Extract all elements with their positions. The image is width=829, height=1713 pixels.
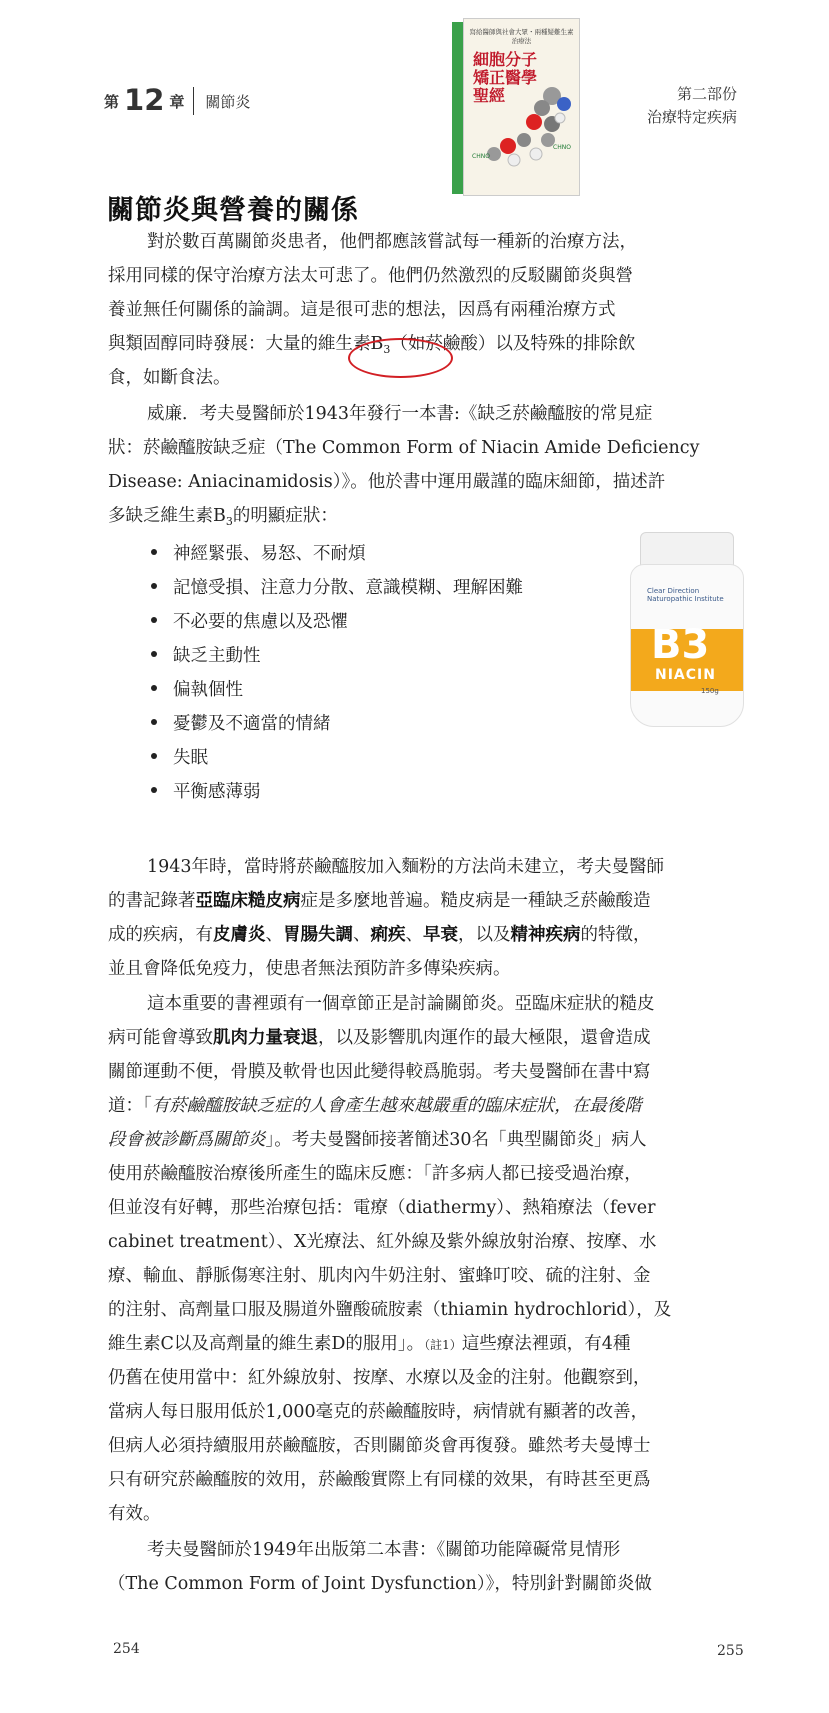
chapter-divider	[193, 87, 194, 115]
p3-line3-g: 、	[405, 925, 423, 945]
p1-line4-sub: 3	[383, 343, 391, 356]
book-cover	[463, 18, 580, 196]
book-subtitle: 寫給醫師與社會大眾・兩種疑難生素治療法	[469, 28, 574, 45]
page-number-right: 255	[717, 1643, 744, 1659]
p2-line2: 狀：菸鹼醯胺缺乏症（The Common Form of Niacin Amide Deficiency	[108, 438, 700, 458]
symptom-list	[151, 535, 523, 807]
p4-line4-b: 有菸鹼醯胺缺乏症的人會產生越來越嚴重的臨床症狀，在最後階	[151, 1096, 642, 1116]
list-item	[151, 705, 523, 739]
p2-line4-a: 多缺乏維生素B	[108, 506, 226, 526]
bottle-cap	[640, 532, 734, 566]
p4-line14: 但病人必須持續服用菸鹼醯胺，否則關節炎會再復發。雖然考夫曼博士	[108, 1436, 651, 1456]
part-header	[647, 83, 737, 129]
p3-line2	[108, 887, 651, 912]
list-item	[151, 637, 523, 671]
list-item-text: 失眠	[173, 747, 208, 768]
p4-line7: 但並沒有好轉，那些治療包括：電療（diathermy）、熱箱療法（fever	[108, 1198, 656, 1218]
p3-line3-j: 精神疾病	[510, 925, 581, 945]
list-item	[151, 671, 523, 705]
list-item	[151, 773, 523, 807]
p4-line9: 療、輸血、靜脈傷寒注射、肌肉內牛奶注射、蜜蜂叮咬、硫的注射、金	[108, 1266, 651, 1286]
p3-line3-i: ，以及	[458, 925, 511, 945]
highlight-circle	[348, 338, 453, 378]
list-item-text: 偏執個性	[173, 679, 243, 700]
footnote-ref: （註1）	[424, 1338, 462, 1352]
list-item-text: 平衡感薄弱	[173, 781, 261, 802]
chapter-prefix: 第	[104, 92, 120, 111]
p3-line3	[108, 921, 651, 946]
p3-line2-b: 亞臨床糙皮病	[195, 891, 301, 911]
p4-line8: cabinet treatment）、X光療法、紅外線及紫外線放射治療、按摩、水	[108, 1232, 657, 1252]
list-item	[151, 739, 523, 773]
p4-line15: 只有研究菸鹼醯胺的效用，菸鹼酸實際上有同樣的效果，有時甚至更爲	[108, 1470, 651, 1490]
molecule-icon	[464, 74, 580, 184]
p3-line3-a: 成的疾病，有	[108, 925, 213, 945]
p4-line6: 使用菸鹼醯胺治療後所產生的臨床反應：「許多病人都已接受過治療，	[108, 1164, 642, 1184]
p4-line4	[108, 1092, 642, 1117]
p4-line2-c: ，以及影響肌肉運作的最大極限，還會造成	[318, 1028, 651, 1048]
p4-line11-c: 這些療法裡頭，有4種	[461, 1334, 631, 1354]
p3-line2-a: 的書記錄著	[108, 891, 196, 911]
p3-line1: 1943年時，當時將菸鹼醯胺加入麵粉的方法尚未建立，考夫曼醫師	[147, 857, 665, 877]
p4-line1: 這本重要的書裡頭有一個章節正是討論關節炎。亞臨床症狀的糙皮	[147, 994, 655, 1014]
part-title: 治療特定疾病	[646, 108, 737, 126]
p4-line5-b: 」。考夫曼醫師接著簡述30名「典型關節炎」病人	[265, 1130, 647, 1150]
book-spine	[452, 22, 463, 194]
p3-line3-d: 胃腸失調	[283, 925, 353, 945]
p4-line12: 仍舊在使用當中：紅外線放射、按摩、水療以及金的注射。他觀察到，	[108, 1368, 651, 1388]
list-item	[151, 535, 523, 569]
p4-line16: 有效。	[108, 1504, 161, 1524]
p4-line10: 的注射、高劑量口服及腸道外鹽酸硫胺素（thiamin hydrochlorid），及	[108, 1300, 672, 1320]
bullet-dot	[151, 583, 157, 589]
p2-line1: 威廉．考夫曼醫師於1943年發行一本書:《缺乏菸鹼醯胺的常見症	[147, 404, 653, 424]
bullet-dot	[151, 651, 157, 657]
p4-line5	[108, 1126, 647, 1151]
p2-line4	[108, 502, 338, 527]
p5-line2: （The Common Form of Joint Dysfunction）》，特別針對關節炎做	[108, 1574, 652, 1594]
p4-line2-b: 肌肉力量衰退	[213, 1028, 318, 1048]
p4-line4-a: 道：「	[108, 1096, 152, 1116]
p3-line3-c: 、	[265, 925, 283, 945]
p4-line2-a: 病可能會導致	[108, 1028, 213, 1048]
p2-line4-sub: 3	[225, 515, 233, 528]
p4-line11-a: 維生素C以及高劑量的維生素D的服用」。	[108, 1334, 425, 1354]
p1-line1: 對於數百萬關節炎患者，他們都應該嘗試每一種新的治療方法，	[147, 232, 637, 252]
p3-line2-c: 症是多麼地普遍。糙皮病是一種缺乏菸鹼酸造	[300, 891, 651, 911]
p4-line13: 當病人每日服用低於1,000毫克的菸鹼醯胺時，病情就有顯著的改善，	[108, 1402, 649, 1422]
bullet-dot	[151, 753, 157, 759]
p4-line11	[108, 1330, 630, 1355]
p2-line3: Disease: Aniacinamidosis）》。他於書中運用嚴謹的臨床細節，描述許	[108, 472, 666, 492]
bullet-dot	[151, 719, 157, 725]
chapter-number: 12	[124, 83, 165, 117]
list-item	[151, 569, 523, 603]
bullet-dot	[151, 787, 157, 793]
bullet-dot	[151, 549, 157, 555]
p3-line3-b: 皮膚炎	[213, 925, 266, 945]
p3-line3-k: 的特徵，	[580, 925, 651, 945]
list-item-text: 憂鬱及不適當的情緒	[173, 713, 331, 734]
p4-line3: 關節運動不便，骨膜及軟骨也因此變得較爲脆弱。考夫曼醫師在書中寫	[108, 1062, 651, 1082]
bottle-body	[630, 564, 744, 727]
p1-line4-a: 與類固醇同時發展：大量的維生素B	[108, 334, 384, 354]
bullet-dot	[151, 685, 157, 691]
bottle-brand: Clear Direction Naturopathic Institute	[647, 587, 724, 603]
p4-line2	[108, 1024, 651, 1049]
list-item-text: 不必要的焦慮以及恐懼	[173, 611, 348, 632]
list-item-text: 神經緊張、易怒、不耐煩	[173, 543, 366, 564]
p3-line3-e: 、	[353, 925, 371, 945]
list-item-text: 缺乏主動性	[173, 645, 261, 666]
bullet-dot	[151, 617, 157, 623]
book-formula-1: CHNO	[472, 153, 490, 160]
p1-line5: 食，如斷食法。	[108, 368, 231, 388]
list-item	[151, 603, 523, 637]
p3-line4: 並且會降低免疫力，使患者無法預防許多傳染疾病。	[108, 959, 511, 979]
page-number-left: 254	[113, 1641, 140, 1657]
part-label: 第二部份	[676, 85, 737, 103]
p1-line2: 採用同樣的保守治療方法太可悲了。他們仍然激烈的反駁關節炎與營	[108, 266, 633, 286]
p1-line3: 養並無任何關係的論調。這是很可悲的想法，因爲有兩種治療方式	[108, 300, 616, 320]
p5-line1: 考夫曼醫師於1949年出版第二本書：《關節功能障礙常見情形	[147, 1540, 621, 1560]
book-formula-2: CHNO	[553, 144, 571, 151]
p2-line4-b: 的明顯症狀：	[232, 506, 338, 526]
p4-line5-a: 段會被診斷爲關節炎	[108, 1130, 266, 1150]
p3-line3-f: 痢疾	[370, 925, 406, 945]
list-item-text: 記憶受損、注意力分散、意識模糊、理解困難	[173, 577, 523, 598]
bottle-size: 150g	[701, 687, 719, 695]
bottle-b3: B3	[651, 622, 710, 668]
chapter-suffix: 章	[169, 92, 185, 111]
book-cover-image	[452, 18, 582, 196]
bottle-niacin: NIACIN	[655, 667, 716, 683]
section-title: 關節炎與營養的關係	[107, 195, 359, 226]
chapter-title: 關節炎	[205, 92, 251, 111]
chapter-header	[104, 84, 250, 118]
book-title: 細胞分子矯正醫學聖經	[473, 50, 538, 105]
niacin-bottle-image	[630, 532, 744, 727]
p1-line4-b: （如菸鹼酸）以及特殊的排除飲	[390, 334, 636, 354]
p3-line3-h: 早衰	[423, 925, 458, 945]
